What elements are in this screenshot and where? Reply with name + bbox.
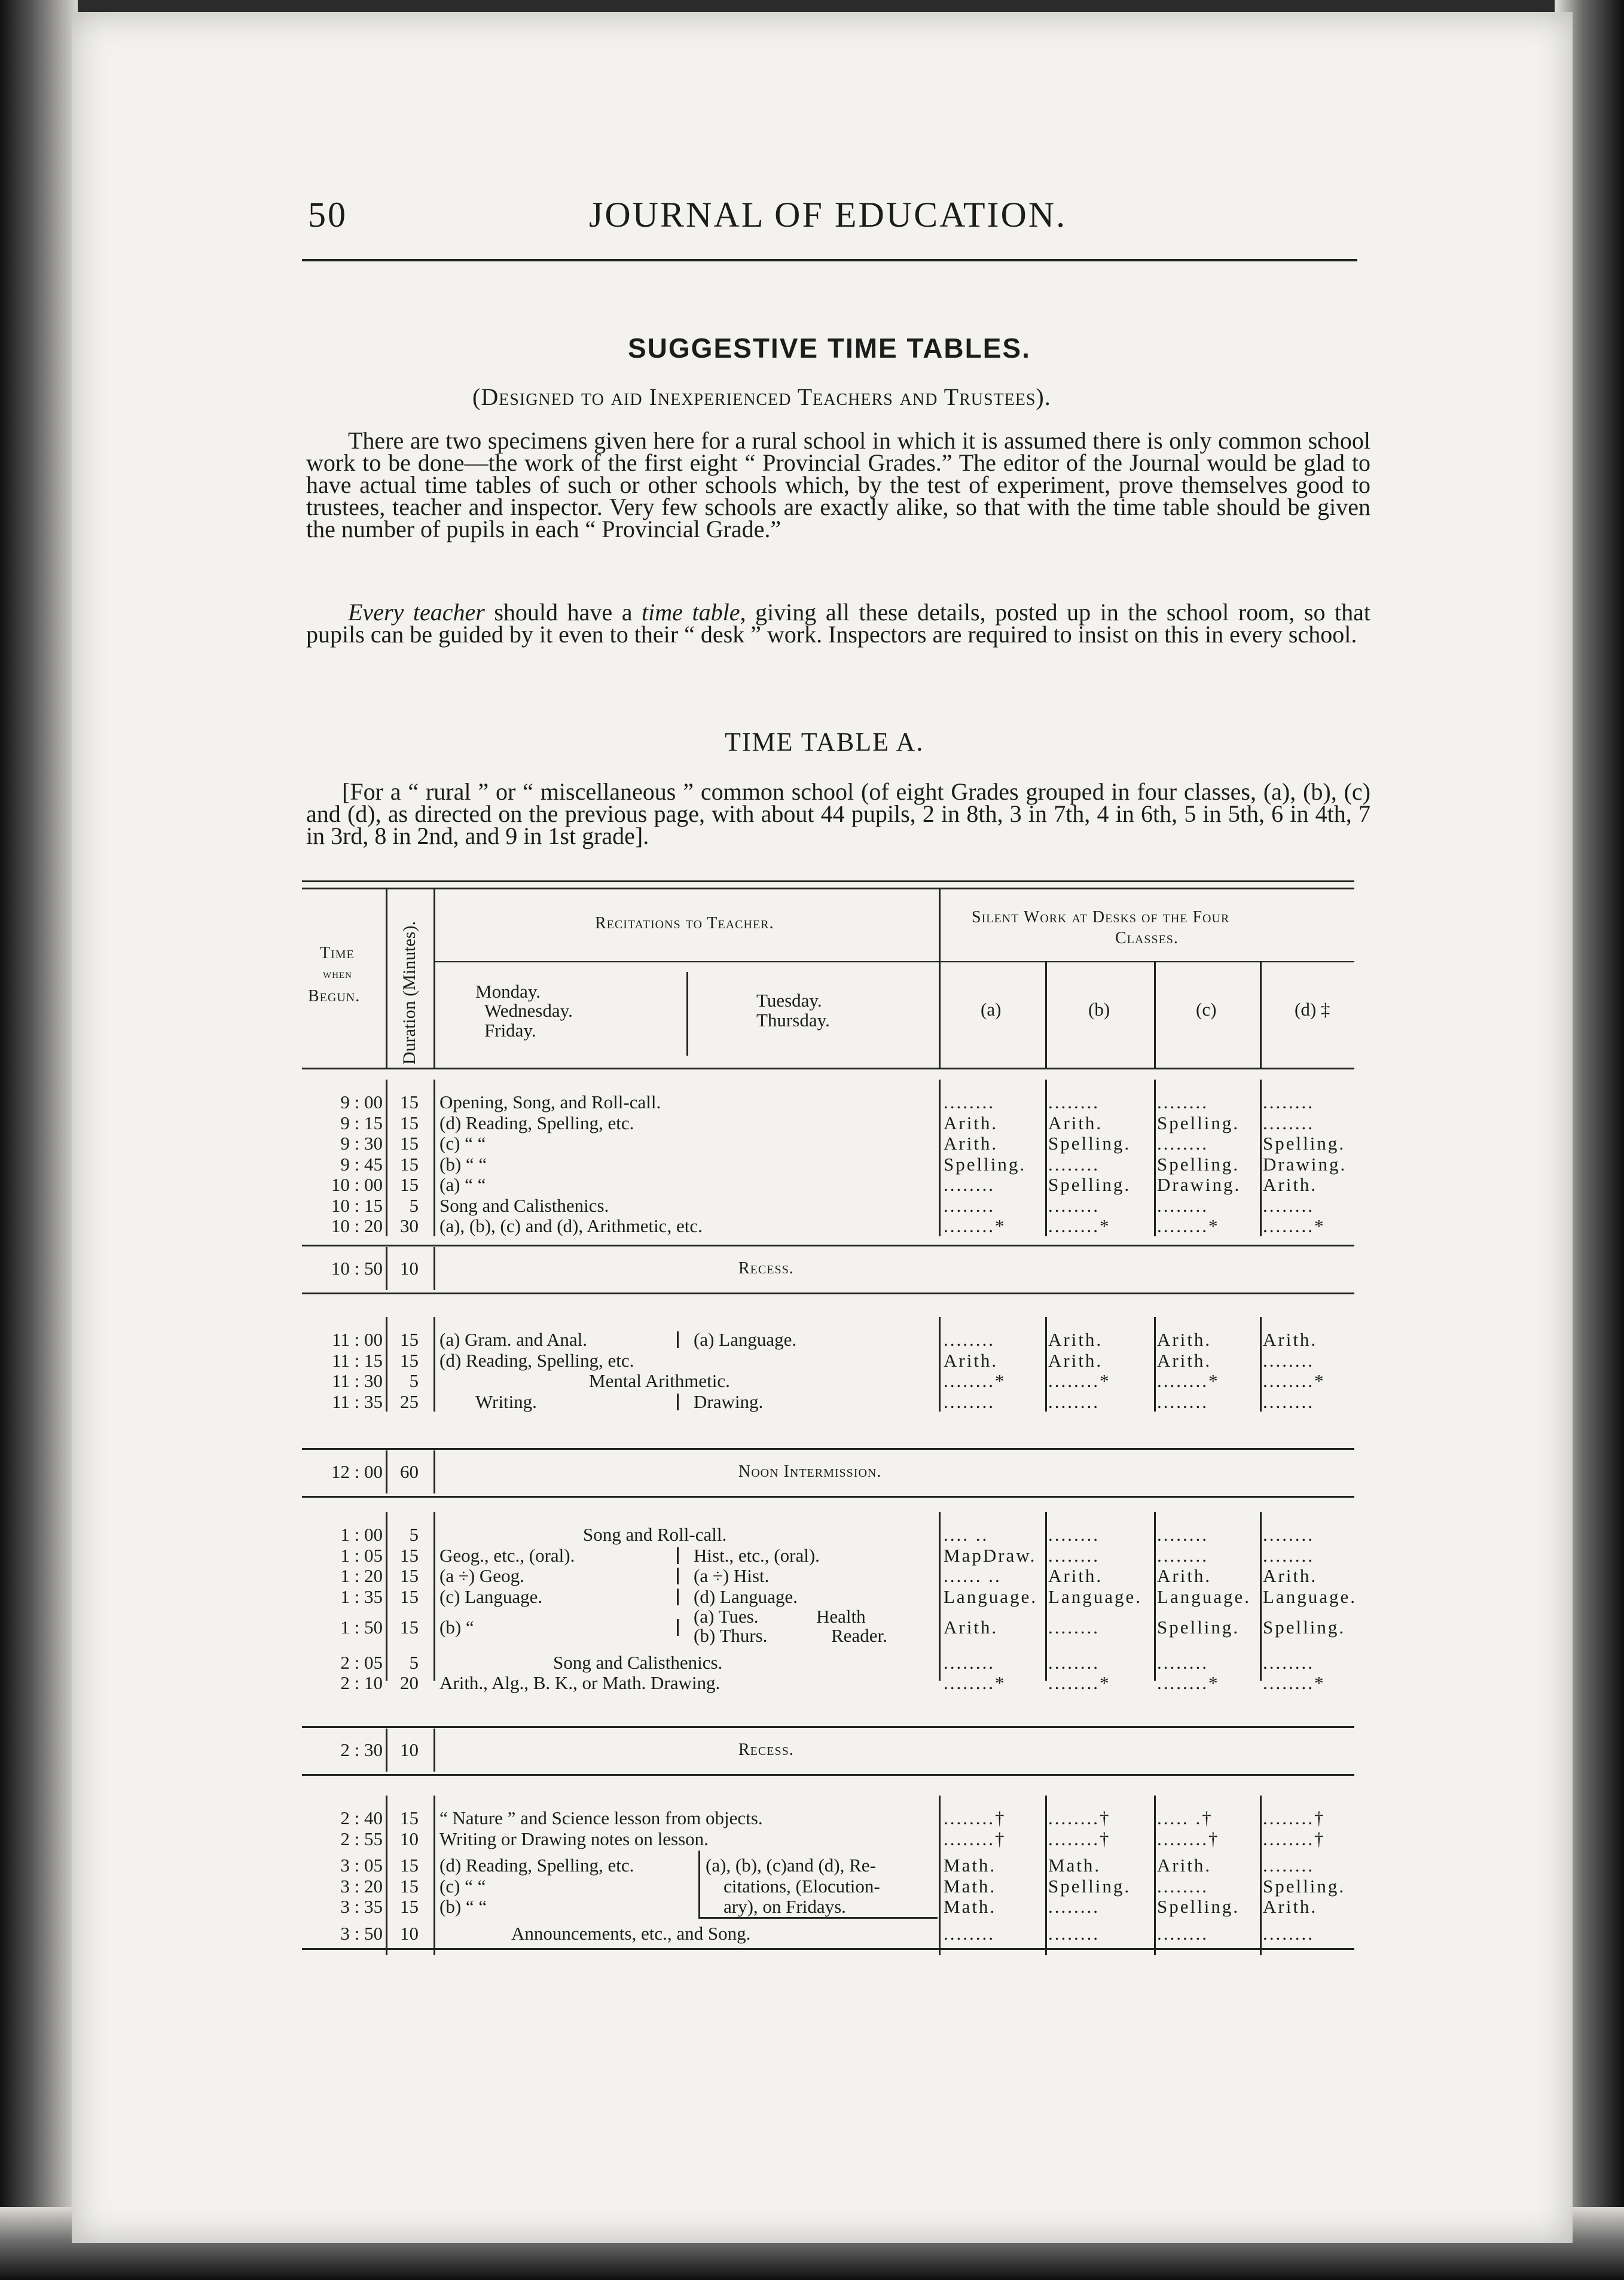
head-class-a: (a) xyxy=(981,999,1002,1020)
col-divider xyxy=(939,1512,941,1681)
journal-title: JOURNAL OF EDUCATION. xyxy=(589,195,1067,234)
g3-row-3-duration: 15 xyxy=(400,1586,419,1607)
g1-row-5-class-a: ........ xyxy=(944,1194,995,1216)
g3-row-3-class-d: Language. xyxy=(1263,1586,1357,1607)
g4-row-0-class-c: ..... .† xyxy=(1157,1807,1213,1828)
band-rule-top xyxy=(302,1448,1354,1450)
g3-row-5-class-c: ........ xyxy=(1157,1651,1208,1673)
g4-row-0-recitation: “ Nature ” and Science lesson from objects. xyxy=(439,1807,763,1828)
col-divider xyxy=(1045,1512,1047,1681)
table-note xyxy=(306,778,1370,849)
g2-row-0-class-b: Arith. xyxy=(1048,1329,1103,1350)
g3-row-2-recitation-mwf: (a ÷) Geog. xyxy=(439,1565,524,1586)
inline-divider xyxy=(677,1568,679,1584)
g2-row-3-time: 11 : 35 xyxy=(332,1391,383,1412)
recess1-duration: 10 xyxy=(400,1258,419,1279)
col-divider xyxy=(434,1317,435,1412)
g1-row-2-duration: 15 xyxy=(400,1133,419,1154)
g4-row-5-class-c: ........ xyxy=(1157,1923,1208,1944)
recess2-duration: 10 xyxy=(400,1739,419,1760)
band-rule-bottom xyxy=(302,1496,1354,1498)
col-divider xyxy=(1045,1796,1047,1955)
g1-row-5-class-d: ........ xyxy=(1263,1194,1314,1216)
g1-row-2-class-a: Arith. xyxy=(944,1133,999,1154)
g4-row-4-class-a: Math. xyxy=(944,1896,997,1918)
table-title: TIME TABLE A. xyxy=(725,727,924,757)
noon-duration: 60 xyxy=(400,1461,419,1482)
g3-row-0-class-d: ........ xyxy=(1263,1524,1314,1545)
g2-row-0-recitation-tt: (a) Language. xyxy=(694,1329,797,1350)
g1-row-6-class-a: ........* xyxy=(944,1215,1006,1236)
g3-row-6-class-a: ........* xyxy=(944,1672,1006,1694)
head-time-2: when xyxy=(323,966,352,981)
col-divider xyxy=(434,1796,435,1955)
g1-row-6-time: 10 : 20 xyxy=(331,1215,383,1236)
g4-row-5-class-a: ........ xyxy=(944,1923,995,1944)
g3-row-6-class-d: ........* xyxy=(1263,1672,1326,1694)
intro-text: There are two specimens given here for a rural school in which it is assumed there is only common school work to be done—the work of the first eight “ Provincial Grades.” The editor of the Journal would be glad to have actual time tables of such or other schools which, by the test of experiment, prove themselves good to trustees, teacher and inspector. Very few schools are exactly alike, so that with the time table should be given the number of pupils in each “ Provincial Grade.” xyxy=(306,427,1370,542)
g2-row-3-class-a: ........ xyxy=(944,1391,995,1412)
g4-row-5-recitation: Announcements, etc., and Song. xyxy=(511,1923,751,1944)
g3-row-2-class-c: Arith. xyxy=(1157,1565,1212,1586)
inline-divider xyxy=(677,1331,679,1348)
g4-row-3-recitation: (c) “ “ xyxy=(439,1875,486,1897)
g1-row-0-time: 9 : 00 xyxy=(340,1092,383,1112)
g2-row-3-recitation-tt: Drawing. xyxy=(694,1391,764,1412)
g1-row-0-class-d: ........ xyxy=(1263,1092,1314,1112)
head-class-c: (c) xyxy=(1196,999,1217,1020)
col-divider xyxy=(1154,1317,1156,1412)
g4-row-0-duration: 15 xyxy=(400,1807,419,1828)
g1-row-6-recitation: (a), (b), (c) and (d), Arithmetic, etc. xyxy=(439,1215,703,1236)
g1-row-4-class-d: Arith. xyxy=(1263,1174,1318,1195)
g4-row-4-class-d: Arith. xyxy=(1263,1896,1318,1918)
g4-row-4-class-b: ........ xyxy=(1048,1896,1100,1918)
g4-row-3-time: 3 : 20 xyxy=(340,1875,383,1897)
col-divider xyxy=(1260,1512,1262,1681)
col-divider xyxy=(1260,1317,1262,1412)
head-class-d: (d) ‡ xyxy=(1295,999,1330,1020)
g3-row-3-recitation-mwf: (c) Language. xyxy=(439,1586,543,1607)
table-note-text: [For a “ rural ” or “ miscellaneous ” common school (of eight Grades grouped in four classes, (a), (b), (c) and (d), as directed on the previous page, with about 44 pupils, 2 in 8th, 3 in 7th, 4 in 6th, 5 in 5th, 6 in 4th, 7 in 3rd, 8 in 2nd, and 9 in 1st grade]. xyxy=(306,778,1370,849)
g3-row-1-time: 1 : 05 xyxy=(340,1544,383,1566)
g4-row-2-time: 3 : 05 xyxy=(340,1855,383,1876)
g2-row-2-class-d: ........* xyxy=(1263,1370,1326,1391)
g1-row-3-class-c: Spelling. xyxy=(1157,1153,1240,1175)
g4-row-1-class-d: ........† xyxy=(1263,1828,1326,1849)
g3-row-5-class-d: ........ xyxy=(1263,1651,1314,1673)
g2-row-3-class-c: ........ xyxy=(1157,1391,1208,1412)
g2-row-2-class-c: ........* xyxy=(1157,1370,1220,1391)
g4-row-2-recitation: (d) Reading, Spelling, etc. xyxy=(439,1855,634,1876)
g3-row-6-recitation: Arith., Alg., B. K., or Math. Drawing. xyxy=(439,1672,721,1694)
g1-row-3-class-d: Drawing. xyxy=(1263,1153,1347,1175)
g2-row-2-duration: 5 xyxy=(409,1370,419,1391)
g1-row-6-duration: 30 xyxy=(400,1215,419,1236)
g2-row-3-recitation-mwf: Writing. xyxy=(475,1391,537,1412)
g3-row-2-time: 1 : 20 xyxy=(340,1565,383,1586)
g2-row-1-class-a: Arith. xyxy=(944,1349,999,1371)
g1-row-0-duration: 15 xyxy=(400,1092,419,1112)
recess2-time: 2 : 30 xyxy=(340,1739,383,1760)
recess2-label: Recess. xyxy=(738,1741,794,1759)
g3-row-5-recitation: Song and Calisthenics. xyxy=(553,1651,723,1673)
g3-row-4-duration: 15 xyxy=(400,1617,419,1638)
g2-row-0-class-a: ........ xyxy=(944,1329,995,1350)
head-monday: Monday. xyxy=(475,981,541,1002)
col-divider xyxy=(1045,1080,1047,1236)
g1-row-6-class-d: ........* xyxy=(1263,1215,1326,1236)
fri-note-line-1: (a), (b), (c)and (d), Re- xyxy=(706,1855,876,1876)
head-tuesday: Tuesday. xyxy=(756,990,822,1011)
col-divider xyxy=(1260,1796,1262,1955)
recess1-label: Recess. xyxy=(738,1259,794,1278)
g3-row-6-class-c: ........* xyxy=(1157,1672,1220,1694)
g2-row-1-duration: 15 xyxy=(400,1349,419,1371)
g2-row-3-class-d: ........ xyxy=(1263,1391,1314,1412)
head-wednesday: Wednesday. xyxy=(484,1000,573,1021)
g4-row-2-duration: 15 xyxy=(400,1855,419,1876)
g1-row-1-duration: 15 xyxy=(400,1112,419,1133)
g4-row-5-class-b: ........ xyxy=(1048,1923,1100,1944)
g4-row-3-class-b: Spelling. xyxy=(1048,1875,1131,1897)
g3-row-3-class-c: Language. xyxy=(1157,1586,1251,1607)
g3-row-2-recitation-tt: (a ÷) Hist. xyxy=(694,1565,770,1586)
g1-row-4-class-a: ........ xyxy=(944,1174,995,1195)
g4-row-3-duration: 15 xyxy=(400,1875,419,1897)
noon-time: 12 : 00 xyxy=(331,1461,383,1482)
inline-divider xyxy=(677,1394,679,1410)
col-divider xyxy=(386,1317,387,1412)
g2-row-2-class-b: ........* xyxy=(1048,1370,1111,1391)
g3-row-1-class-c: ........ xyxy=(1157,1544,1208,1566)
col-divider xyxy=(1154,1512,1156,1681)
page-number: 50 xyxy=(308,195,347,234)
para2-part-a: should have a xyxy=(484,599,642,626)
g4-row-2-class-c: Arith. xyxy=(1157,1855,1212,1876)
g3-row-5-duration: 5 xyxy=(409,1651,419,1673)
g1-row-1-class-c: Spelling. xyxy=(1157,1112,1240,1133)
g4-row-3-class-d: Spelling. xyxy=(1263,1875,1346,1897)
col-divider xyxy=(939,1080,941,1236)
g1-row-5-recitation: Song and Calisthenics. xyxy=(439,1194,609,1216)
table-bottom-rule xyxy=(302,1948,1354,1950)
inline-divider xyxy=(677,1619,679,1636)
g3-row-5-class-b: ........ xyxy=(1048,1651,1100,1673)
g1-row-4-recitation: (a) “ “ xyxy=(439,1174,486,1195)
inline-divider xyxy=(677,1547,679,1564)
g2-row-1-class-c: Arith. xyxy=(1157,1349,1212,1371)
g2-row-0-duration: 15 xyxy=(400,1329,419,1350)
g3-row-5-time: 2 : 05 xyxy=(340,1651,383,1673)
col-divider xyxy=(386,1512,387,1681)
g3-row-6-class-b: ........* xyxy=(1048,1672,1111,1694)
head-friday: Friday. xyxy=(484,1020,536,1041)
head-thursday: Thursday. xyxy=(756,1010,830,1031)
col-divider xyxy=(386,1450,387,1493)
g4-row-4-class-c: Spelling. xyxy=(1157,1896,1240,1918)
col-divider xyxy=(386,1247,387,1290)
g4-row-5-time: 3 : 50 xyxy=(340,1923,383,1944)
g4-row-5-duration: 10 xyxy=(400,1923,419,1944)
fri-note-left xyxy=(698,1851,700,1919)
g4-row-4-duration: 15 xyxy=(400,1896,419,1918)
g3-row-1-class-b: ........ xyxy=(1048,1544,1100,1566)
col-divider xyxy=(434,1512,435,1681)
g1-row-1-recitation: (d) Reading, Spelling, etc. xyxy=(439,1112,634,1133)
g1-row-3-recitation: (b) “ “ xyxy=(439,1153,487,1175)
g4-row-4-recitation: (b) “ “ xyxy=(439,1896,487,1918)
band-rule-bottom xyxy=(302,1293,1354,1294)
g4-row-1-recitation: Writing or Drawing notes on lesson. xyxy=(439,1828,709,1849)
col-divider xyxy=(939,1796,941,1955)
g1-row-4-class-b: Spelling. xyxy=(1048,1174,1131,1195)
g3-row-2-class-a: ...... .. xyxy=(944,1565,1002,1586)
g3-row-0-class-c: ........ xyxy=(1157,1524,1208,1545)
fri-note-line-2: citations, (Elocution- xyxy=(724,1875,880,1897)
g1-row-5-time: 10 : 15 xyxy=(331,1194,383,1216)
g4-row-3-class-a: Math. xyxy=(944,1875,997,1897)
g1-row-2-recitation: (c) “ “ xyxy=(439,1133,486,1154)
g4-row-1-class-b: ........† xyxy=(1048,1828,1111,1849)
g1-row-6-class-b: ........* xyxy=(1048,1215,1111,1236)
g4-row-1-class-a: ........† xyxy=(944,1828,1006,1849)
g1-row-4-time: 10 : 00 xyxy=(331,1174,383,1195)
g4-row-1-class-c: ........† xyxy=(1157,1828,1220,1849)
g2-row-2-time: 11 : 30 xyxy=(332,1370,383,1391)
g1-row-5-class-b: ........ xyxy=(1048,1194,1100,1216)
g3-row-3-time: 1 : 35 xyxy=(340,1586,383,1607)
g4-row-4-time: 3 : 35 xyxy=(340,1896,383,1918)
emphasis-time-table: time table xyxy=(642,599,740,626)
col-divider xyxy=(386,1080,387,1236)
col-divider xyxy=(1045,1317,1047,1412)
article-subtitle: (Designed to aid Inexperienced Teachers and Trustees). xyxy=(472,383,1051,410)
g3-row-2-class-d: Arith. xyxy=(1263,1565,1318,1586)
g4-row-0-class-b: ........† xyxy=(1048,1807,1111,1828)
intro-paragraph xyxy=(306,429,1370,540)
g3-row-3-recitation-tt: (d) Language. xyxy=(694,1586,798,1607)
article-title: SUGGESTIVE TIME TABLES. xyxy=(628,333,1031,364)
col-divider xyxy=(434,1729,435,1772)
g1-row-2-class-c: ........ xyxy=(1157,1133,1208,1154)
g3-row-1-duration: 15 xyxy=(400,1544,419,1566)
g1-row-0-class-a: ........ xyxy=(944,1092,995,1112)
g3-row-4-class-a: Arith. xyxy=(944,1617,999,1638)
band-rule-bottom xyxy=(302,1774,1354,1776)
g2-row-3-duration: 25 xyxy=(400,1391,419,1412)
g3-row-0-time: 1 : 00 xyxy=(340,1524,383,1545)
col-divider xyxy=(939,1317,941,1412)
g3-row-1-class-a: MapDraw. xyxy=(944,1544,1037,1566)
g1-row-1-class-b: Arith. xyxy=(1048,1112,1103,1133)
g1-row-0-class-c: ........ xyxy=(1157,1092,1208,1112)
g2-row-1-recitation: (d) Reading, Spelling, etc. xyxy=(439,1349,634,1371)
col-divider xyxy=(386,1796,387,1955)
g1-row-1-time: 9 : 15 xyxy=(340,1112,383,1133)
g2-row-2-class-a: ........* xyxy=(944,1370,1006,1391)
g3-row-5-class-a: ........ xyxy=(944,1651,995,1673)
emphasis-every-teacher: Every teacher xyxy=(348,599,485,626)
g2-row-0-time: 11 : 00 xyxy=(332,1329,383,1350)
head-silent-1: Silent Work at Desks of the Four xyxy=(972,908,1230,926)
g1-row-3-class-b: ........ xyxy=(1048,1153,1100,1175)
g1-row-0-recitation: Opening, Song, and Roll-call. xyxy=(439,1092,661,1112)
head-silent-2: Classes. xyxy=(1115,929,1179,947)
g1-row-0-class-b: ........ xyxy=(1048,1092,1100,1112)
g1-row-5-duration: 5 xyxy=(409,1194,419,1216)
second-paragraph xyxy=(306,599,1371,648)
g3-row-4-recitation-tues: (a) Tues. xyxy=(694,1606,759,1627)
g3-row-4-time: 1 : 50 xyxy=(340,1617,383,1638)
g3-row-0-class-b: ........ xyxy=(1048,1524,1100,1545)
g3-row-1-recitation-mwf: Geog., etc., (oral). xyxy=(439,1544,575,1566)
g3-row-1-recitation-tt: Hist., etc., (oral). xyxy=(694,1544,820,1566)
inline-divider xyxy=(677,1589,679,1605)
g3-row-4-class-b: ........ xyxy=(1048,1617,1100,1638)
g3-row-4-class-c: Spelling. xyxy=(1157,1617,1240,1638)
g1-row-4-duration: 15 xyxy=(400,1174,419,1195)
g1-row-2-class-b: Spelling. xyxy=(1048,1133,1131,1154)
g3-row-4-recitation-thurs: (b) Thurs. xyxy=(694,1625,768,1647)
g4-row-3-class-c: ........ xyxy=(1157,1875,1208,1897)
para2-part-b: , giving all these details, posted up in the school room, so that pupils can be guided by it even to their “ desk ” work. Inspectors are required to insist on this in every school. xyxy=(306,599,1371,648)
g1-row-1-class-a: Arith. xyxy=(944,1112,999,1133)
g2-row-0-class-d: Arith. xyxy=(1263,1329,1318,1350)
g4-row-1-time: 2 : 55 xyxy=(340,1828,383,1849)
g2-row-1-class-d: ........ xyxy=(1263,1349,1314,1371)
g4-row-0-time: 2 : 40 xyxy=(340,1807,383,1828)
col-divider xyxy=(434,1247,435,1290)
g2-row-3-class-b: ........ xyxy=(1048,1391,1100,1412)
g1-row-4-class-c: Drawing. xyxy=(1157,1174,1241,1195)
g1-row-3-time: 9 : 45 xyxy=(340,1153,383,1175)
col-divider xyxy=(434,1080,435,1236)
g1-row-6-class-c: ........* xyxy=(1157,1215,1220,1236)
g4-row-2-class-a: Math. xyxy=(944,1855,997,1876)
g3-row-4-class-d: Spelling. xyxy=(1263,1617,1346,1638)
head-time-3: Begun. xyxy=(308,987,361,1005)
g1-row-1-class-d: ........ xyxy=(1263,1112,1314,1133)
g3-row-4-recitation-mwf: (b) “ xyxy=(439,1617,474,1638)
g3-row-2-class-b: Arith. xyxy=(1048,1565,1103,1586)
g4-row-5-class-d: ........ xyxy=(1263,1923,1314,1944)
band-rule-top xyxy=(302,1245,1354,1246)
left-page-edge xyxy=(0,0,78,2280)
g3-row-4-reader: Reader. xyxy=(831,1625,887,1647)
col-divider xyxy=(434,1450,435,1493)
g4-row-0-class-a: ........† xyxy=(944,1807,1006,1828)
g3-row-0-class-a: .... .. xyxy=(944,1524,989,1545)
g2-row-0-class-c: Arith. xyxy=(1157,1329,1212,1350)
g3-row-2-duration: 15 xyxy=(400,1565,419,1586)
col-divider xyxy=(1154,1796,1156,1955)
head-recitations: Recitations to Teacher. xyxy=(595,914,774,932)
g2-row-2-recitation: Mental Arithmetic. xyxy=(589,1370,730,1391)
col-divider xyxy=(1154,1080,1156,1236)
g2-row-1-class-b: Arith. xyxy=(1048,1349,1103,1371)
g3-row-1-class-d: ........ xyxy=(1263,1544,1314,1566)
col-divider xyxy=(1260,1080,1262,1236)
g3-row-6-time: 2 : 10 xyxy=(340,1672,383,1694)
recess1-time: 10 : 50 xyxy=(331,1258,383,1279)
head-time-1: Time xyxy=(320,944,355,962)
g3-row-4-health: Health xyxy=(816,1606,866,1627)
g2-row-1-time: 11 : 15 xyxy=(332,1349,383,1371)
g3-row-0-recitation: Song and Roll-call. xyxy=(583,1524,727,1545)
g3-row-3-class-a: Language. xyxy=(944,1586,1037,1607)
g4-row-2-class-b: Math. xyxy=(1048,1855,1101,1876)
head-class-b: (b) xyxy=(1088,999,1110,1020)
g1-row-5-class-c: ........ xyxy=(1157,1194,1208,1216)
g4-row-2-class-d: ........ xyxy=(1263,1855,1314,1876)
g3-row-6-duration: 20 xyxy=(400,1672,419,1694)
fri-note-line-3: ary), on Fridays. xyxy=(724,1896,846,1918)
g3-row-3-class-b: Language. xyxy=(1048,1586,1142,1607)
g1-row-2-class-d: Spelling. xyxy=(1263,1133,1346,1154)
g4-row-1-duration: 10 xyxy=(400,1828,419,1849)
noon-label: Noon Intermission. xyxy=(738,1462,882,1481)
g1-row-2-time: 9 : 30 xyxy=(340,1133,383,1154)
g4-row-0-class-d: ........† xyxy=(1263,1807,1326,1828)
g1-row-3-class-a: Spelling. xyxy=(944,1153,1027,1175)
head-duration: Duration (Minutes). xyxy=(399,921,419,1065)
g1-row-3-duration: 15 xyxy=(400,1153,419,1175)
g3-row-0-duration: 5 xyxy=(409,1524,419,1545)
band-rule-top xyxy=(302,1726,1354,1728)
col-divider xyxy=(386,1729,387,1772)
header-rule xyxy=(302,259,1357,261)
g2-row-0-recitation-mwf: (a) Gram. and Anal. xyxy=(439,1329,588,1350)
